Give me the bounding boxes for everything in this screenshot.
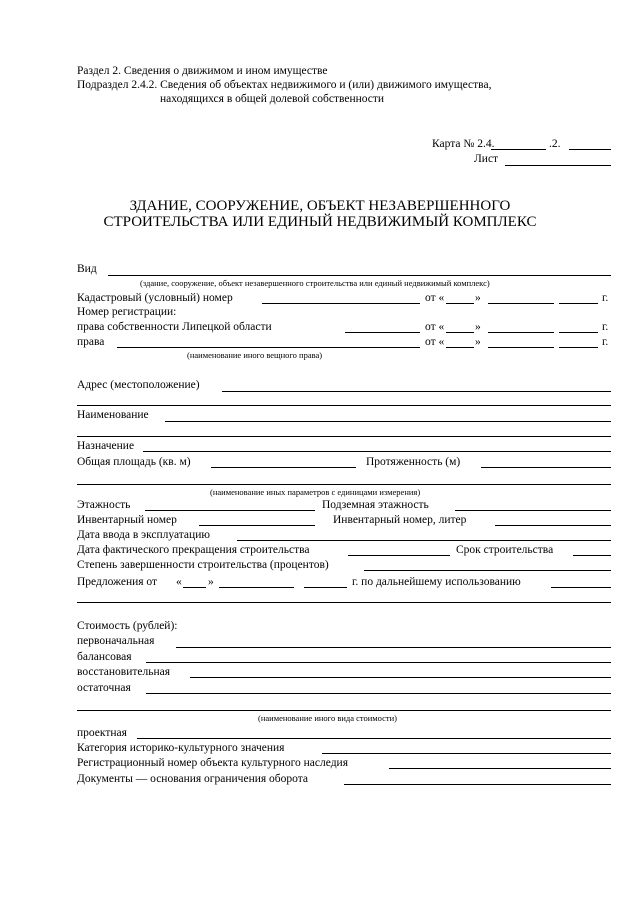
- cadastral-number-label: Кадастровый (условный) номер: [77, 292, 233, 304]
- type-label: Вид: [77, 263, 97, 275]
- other-params-caption: (наименование иных параметров с единицами измерения): [210, 487, 421, 497]
- right-name-field[interactable]: [117, 347, 420, 348]
- ownership-month-field[interactable]: [488, 332, 554, 333]
- heritage-category-field[interactable]: [322, 753, 611, 754]
- name-label: Наименование: [77, 409, 149, 421]
- construction-term-field[interactable]: [573, 555, 611, 556]
- ownership-quote-close: »: [475, 321, 481, 333]
- form-title-line2: СТРОИТЕЛЬСТВА ИЛИ ЕДИНЫЙ НЕДВИЖИМЫЙ КОМПЛЕКС: [103, 214, 537, 230]
- right-year-suffix: г.: [602, 336, 609, 348]
- cadastral-quote-close: »: [475, 292, 481, 304]
- ownership-day-field[interactable]: [446, 332, 474, 333]
- area-label: Общая площадь (кв. м): [77, 456, 191, 468]
- proposals-month-field[interactable]: [219, 587, 294, 588]
- proposals-suffix: г. по дальнейшему использованию: [352, 576, 521, 588]
- completion-degree-field[interactable]: [364, 570, 611, 571]
- proposals-quote-close: »: [208, 576, 214, 588]
- card-number-field[interactable]: [491, 149, 546, 150]
- initial-cost-label: первоначальная: [77, 635, 155, 647]
- commission-date-label: Дата ввода в эксплуатацию: [77, 529, 210, 541]
- heritage-category-label: Категория историко-культурного значения: [77, 742, 285, 754]
- length-field[interactable]: [481, 467, 611, 468]
- cadastral-year-field[interactable]: [559, 303, 598, 304]
- proposals-quote-open: «: [176, 576, 182, 588]
- card-number-label: Карта № 2.4.: [432, 138, 495, 150]
- restoration-cost-field[interactable]: [190, 677, 611, 678]
- ownership-number-field[interactable]: [345, 332, 420, 333]
- floors-label: Этажность: [77, 499, 131, 511]
- type-field[interactable]: [108, 275, 611, 276]
- cadastral-number-field[interactable]: [262, 303, 420, 304]
- other-cost-caption: (наименование иного вида стоимости): [258, 713, 397, 723]
- ownership-year-suffix: г.: [602, 321, 609, 333]
- length-label: Протяженность (м): [366, 456, 461, 468]
- completion-degree-label: Степень завершенности строительства (процентов): [77, 559, 329, 571]
- right-day-field[interactable]: [446, 347, 474, 348]
- sheet-label: Лист: [474, 153, 499, 165]
- restriction-documents-label: Документы — основания ограничения оборота: [77, 773, 309, 785]
- proposals-field-continued[interactable]: [77, 602, 611, 603]
- right-month-field[interactable]: [488, 347, 554, 348]
- proposals-field[interactable]: [551, 587, 611, 588]
- floors-field[interactable]: [145, 510, 315, 511]
- cadastral-year-suffix: г.: [602, 292, 609, 304]
- right-date-prefix: от «: [425, 336, 445, 348]
- balance-cost-label: балансовая: [77, 651, 132, 663]
- cadastral-month-field[interactable]: [488, 303, 554, 304]
- address-field-continued[interactable]: [77, 405, 611, 406]
- residual-cost-field[interactable]: [146, 693, 611, 694]
- cadastral-date-prefix: от «: [425, 292, 445, 304]
- right-caption: (наименование иного вещного права): [187, 350, 323, 360]
- ownership-date-prefix: от «: [425, 321, 445, 333]
- name-field-continued[interactable]: [77, 436, 611, 437]
- right-quote-close: »: [475, 336, 481, 348]
- proposals-label: Предложения от: [77, 576, 158, 588]
- other-cost-field[interactable]: [77, 710, 611, 711]
- cadastral-day-field[interactable]: [446, 303, 474, 304]
- sheet-field[interactable]: [505, 165, 611, 166]
- purpose-field[interactable]: [143, 451, 611, 452]
- proposals-day-field[interactable]: [183, 587, 206, 588]
- construction-stop-date-label: Дата фактического прекращения строительства: [77, 544, 310, 556]
- design-cost-field[interactable]: [137, 738, 611, 739]
- subsection-heading-line1: Подраздел 2.4.2. Сведения об объектах недвижимого и (или) движимого имущества,: [77, 79, 492, 91]
- restoration-cost-label: восстановительная: [77, 666, 171, 678]
- construction-stop-date-field[interactable]: [348, 555, 450, 556]
- initial-cost-field[interactable]: [176, 647, 611, 648]
- type-caption: (здание, сооружение, объект незавершенного строительства или единый недвижимый комплекс): [140, 278, 490, 288]
- inventory-number-field[interactable]: [199, 525, 315, 526]
- card-number-suffix-field[interactable]: [569, 149, 611, 150]
- address-field[interactable]: [222, 391, 611, 392]
- residual-cost-label: остаточная: [77, 682, 131, 694]
- right-year-field[interactable]: [559, 347, 598, 348]
- heritage-number-label: Регистрационный номер объекта культурного наследия: [77, 757, 349, 769]
- balance-cost-field[interactable]: [146, 662, 611, 663]
- card-number-separator: .2.: [549, 138, 561, 150]
- subsection-heading-line2: находящихся в общей долевой собственности: [160, 93, 385, 105]
- restriction-documents-field[interactable]: [344, 784, 611, 785]
- ownership-label: права собственности Липецкой области: [77, 321, 272, 333]
- purpose-label: Назначение: [77, 440, 135, 452]
- area-field[interactable]: [211, 467, 356, 468]
- name-field[interactable]: [165, 421, 611, 422]
- ownership-year-field[interactable]: [559, 332, 598, 333]
- cost-heading: Стоимость (рублей):: [77, 620, 178, 632]
- construction-term-label: Срок строительства: [456, 544, 554, 556]
- proposals-year-field[interactable]: [304, 587, 347, 588]
- section-heading: Раздел 2. Сведения о движимом и ином имуществе: [77, 65, 328, 77]
- inventory-number-label: Инвентарный номер: [77, 514, 177, 526]
- commission-date-field[interactable]: [237, 540, 611, 541]
- underground-floors-field[interactable]: [455, 510, 611, 511]
- address-label: Адрес (местоположение): [77, 379, 200, 391]
- heritage-number-field[interactable]: [389, 768, 611, 769]
- inventory-litera-field[interactable]: [495, 525, 611, 526]
- right-label: права: [77, 336, 105, 348]
- inventory-litera-label: Инвентарный номер, литер: [333, 514, 467, 526]
- other-params-field[interactable]: [77, 484, 611, 485]
- form-title-line1: ЗДАНИЕ, СООРУЖЕНИЕ, ОБЪЕКТ НЕЗАВЕРШЕННОГО: [129, 198, 511, 214]
- design-cost-label: проектная: [77, 727, 127, 739]
- underground-floors-label: Подземная этажность: [322, 499, 429, 511]
- registration-heading: Номер регистрации:: [77, 306, 177, 318]
